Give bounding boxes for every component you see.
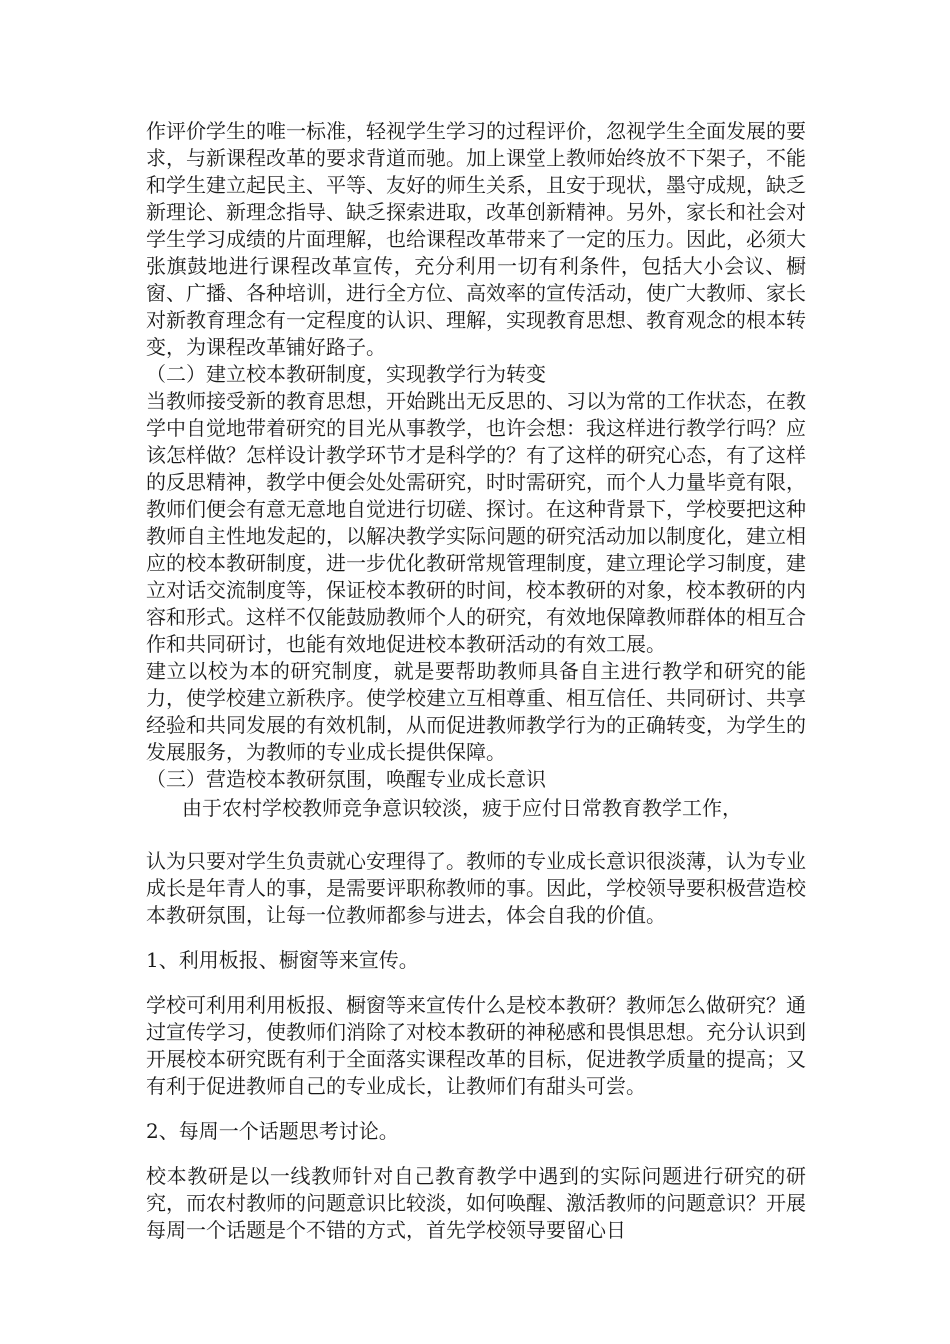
paragraph-weekly-topic: 校本教研是以一线教师针对自己教育教学中遇到的实际问题进行研究的研究，而农村教师的问题意识比较淡，如何唤醒、激活教师的问题意识？开展每周一个话题是个不错的方式，首先学校领导要留心日 (146, 1164, 806, 1242)
paragraph-rural-teachers: 由于农村学校教师竞争意识较淡，疲于应付日常教育教学工作， (182, 796, 742, 820)
paragraph-bulletin-board: 学校可利用利用板报、橱窗等来宣传什么是校本教研？教师怎么做研究？通过宣传学习，使教师们消除了对校本教研的神秘感和畏惧思想。充分认识到开展校本研究既有利于全面落实课程改革的目标，促进教学质量的提高；又有利于促进教师自己的专业成长，让教师们有甜头可尝。 (146, 993, 806, 1098)
paragraph-promotion: 作评价学生的唯一标准，轻视学生学习的过程评价，忽视学生全面发展的要求，与新课程改革的要求背道而驰。加上课堂上教师始终放不下架子，不能和学生建立起民主、平等、友好的师生关系，且安于现状，墨守成规，缺乏新理论、新理念指导、缺乏探索进取，改革创新精神。另外，家长和社会对学生学习成绩的片面理解，也给课程改革带来了一定的压力。因此，必须大张旗鼓地进行课程改革宣传，充分利用一切有利条件，包括大小会议、橱窗、广播、各种培训，进行全方位、高效率的宣传活动，使广大教师、家长对新教育理念有一定程度的认识、理解，实现教育思想、教育观念的根本转变，为课程改革铺好路子。 (146, 119, 806, 359)
document-body (146, 118, 806, 1244)
paragraph-school-based-system: 建立以校为本的研究制度，就是要帮助教师具备自主进行教学和研究的能力，使学校建立新秩序。使学校建立互相尊重、相互信任、共同研讨、共享经验和共同发展的有效机制，从而促进教师教学行为的正确转变，为学生的发展服务，为教师的专业成长提供保障。 (146, 659, 806, 764)
list-heading-2: 2、每周一个话题思考讨论。 (146, 1119, 399, 1143)
paragraph-research-mindset: 当教师接受新的教育思想，开始跳出无反思的、习以为常的工作状态，在教学中自觉地带着研究的目光从事教学，也许会想：我这样进行教学行吗？应该怎样做？怎样设计教学环节才是科学的？有了这样的研究心态，有了这样的反思精神，教学中便会处处需研究，时时需研究，而个人力量毕竟有限，教师们便会有意无意地自觉进行切磋、探讨。在这种背景下，学校要把这种教师自主性地发起的，以解决教学实际问题的研究活动加以制度化，建立相应的校本教研制度，进一步优化教研常规管理制度，建立理论学习制度，建立对话交流制度等，保证校本教研的时间，校本教研的对象，校本教研的内容和形式。这样不仅能鼓励教师个人的研究，有效地保障教师群体的相互合作和共同研讨，也能有效地促进校本教研活动的有效工展。 (146, 389, 806, 656)
section-heading-2: （二）建立校本教研制度，实现教学行为转变 (146, 362, 546, 386)
list-heading-1: 1、利用板报、橱窗等来宣传。 (146, 948, 419, 972)
section-heading-3: （三）营造校本教研氛围，唤醒专业成长意识 (146, 767, 546, 791)
paragraph-growth-awareness: 认为只要对学生负责就心安理得了。教师的专业成长意识很淡薄，认为专业成长是年青人的事，是需要评职称教师的事。因此，学校领导要积极营造校本教研氛围，让每一位教师都参与进去，体会自我的价值。 (146, 849, 806, 927)
